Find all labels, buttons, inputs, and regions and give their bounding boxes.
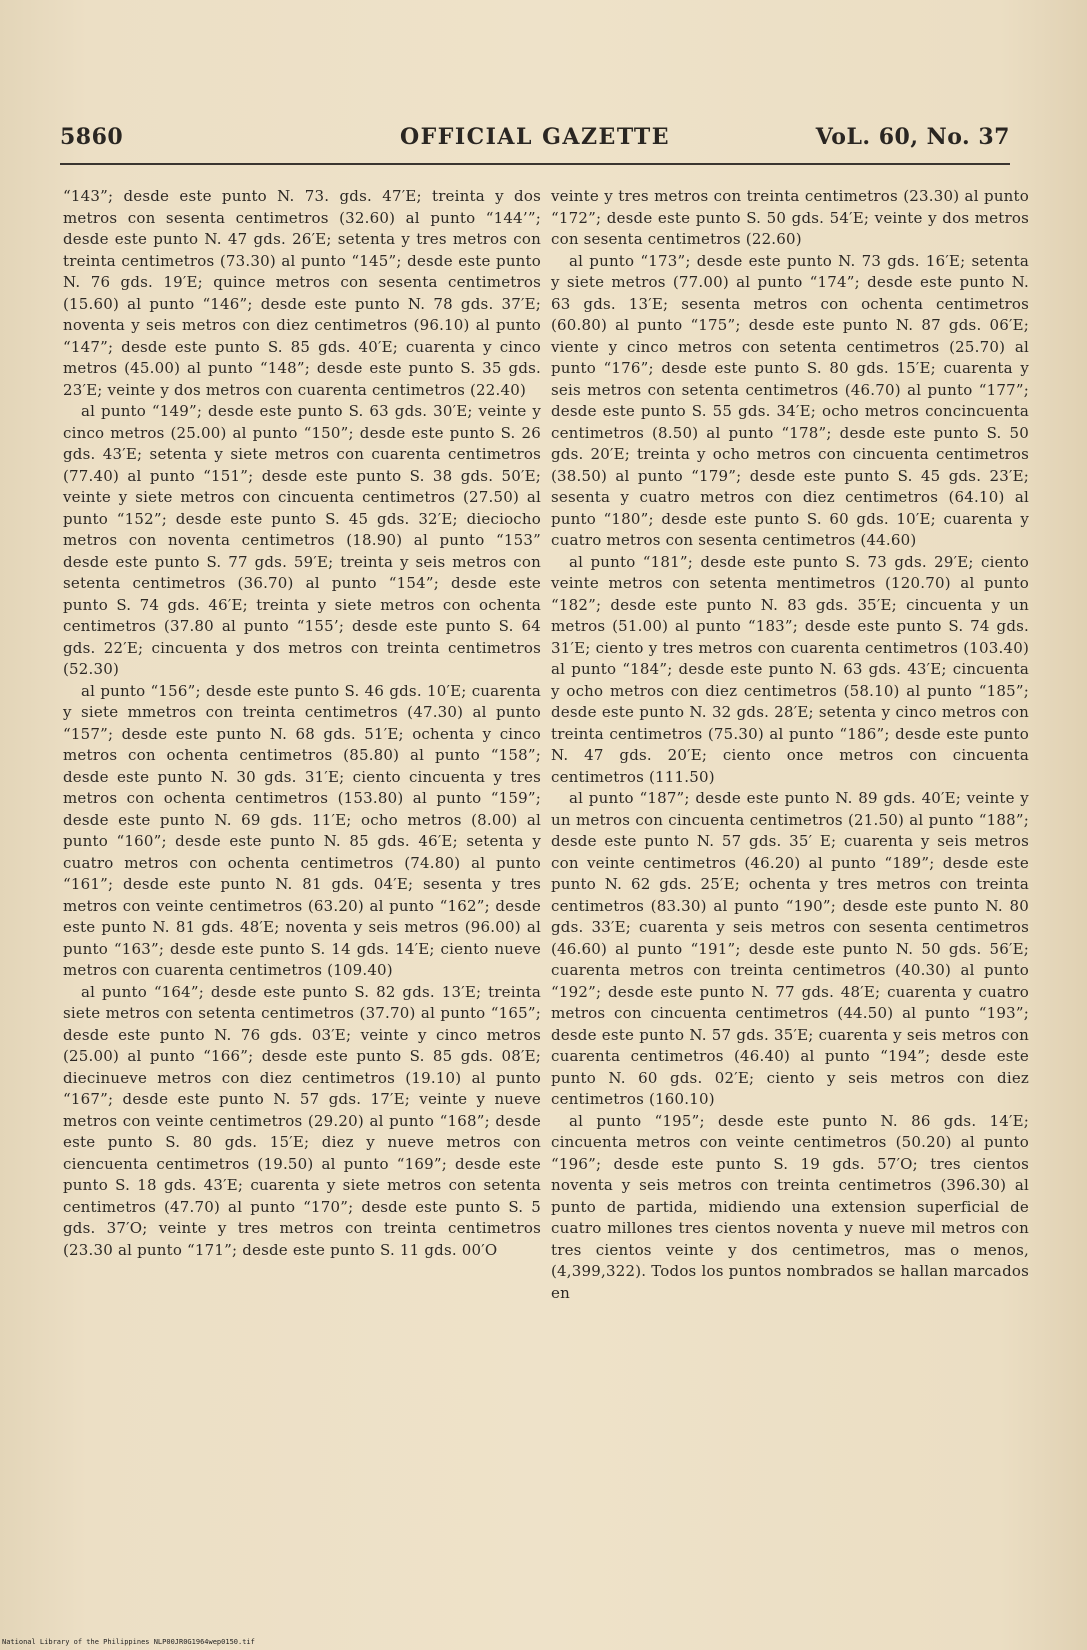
paragraph: al punto “173”; desde este punto N. 73 gds. 16′E; setenta y siete metros (77.00) al punto “174”; desde este punto N. 63 gds. 13′E; sesenta metros con ochenta centimetros (60.80) al punto “175”; desde este punto N. 87 gds. 06′E; viente y cinco metros con setenta centimetros (25.70) al punto “176”; desde este punto S. 80 gds. 15′E; cuarenta y seis metros con setenta centimetros (46.70) al punto “177”; desde este punto S. 55 gds. 34′E; ocho metros concincuenta centimetros (8.50) al punto “178”; desde este punto S. 50 gds. 20′E; treinta y ocho metros con cincuenta centimetros (38.50) al punto “179”; desde este punto S. 45 gds. 23′E; sesenta y cuatro metros con diez centimetros (64.10) al punto “180”; desde este punto S. 60 gds. 10′E; cuarenta y cuatro metros con sesenta centimetros (44.60) [551, 251, 1029, 549]
volume-number: VoL. 60, No. 37 [815, 124, 1010, 150]
paragraph: veinte y tres metros con treinta centimetros (23.30) al punto “172”; desde este punto S. 50 gds. 54′E; veinte y dos metros con sesenta centimetros (22.60) [551, 187, 1029, 248]
paragraph: al punto “164”; desde este punto S. 82 gds. 13′E; treinta siete metros con setenta centimetros (37.70) al punto “165”; desde este punto N. 76 gds. 03′E; veinte y cinco metros (25.00) al punto “166”; desde este punto S. 85 gds. 08′E; diecinueve metros con diez centimetros (19.10) al punto “167”; desde este punto N. 57 gds. 17′E; veinte y nueve metros con veinte centimetros (29.20) al punto “168”; desde este punto S. 80 gds. 15′E; diez y nueve metros con ciencuenta centimetros (19.50) al punto “169”; desde este punto S. 18 gds. 43′E; cuarenta y siete metros con setenta centimetros (47.70) al punto “170”; desde este punto S. 5 gds. 37′O; veinte y tres metros con treinta centimetros (23.30 al punto “171”; desde este punto S. 11 gds. 00′O [63, 982, 541, 1259]
right-column [551, 186, 1029, 1304]
paragraph: al punto “149”; desde este punto S. 63 gds. 30′E; veinte y cinco metros (25.00) al punto “150”; desde este punto S. 26 gds. 43′E; setenta y siete metros con cuarenta centimetros (77.40) al punto “151”; desde este punto S. 38 gds. 50′E; veinte y siete metros con cincuenta centimetros (27.50) al punto “152”; desde este punto S. 45 gds. 32′E; dieciocho metros con noventa centimetros (18.90) al punto “153” desde este punto S. 77 gds. 59′E; treinta y seis metros con setenta centimetros (36.70) al punto “154”; desde este punto S. 74 gds. 46′E; treinta y siete metros con ochenta centimetros (37.80 al punto “155’; desde este punto S. 64 gds. 22′E; cincuenta y dos metros con treinta centimetros (52.30) [63, 402, 541, 678]
page-header [60, 124, 1010, 164]
paragraph: al punto “181”; desde este punto S. 73 gds. 29′E; ciento veinte metros con setenta mentimetros (120.70) al punto “182”; desde este punto N. 83 gds. 35′E; cincuenta y un metros (51.00) al punto “183”; desde este punto S. 74 gds. 31′E; ciento y tres metros con cuarenta centimetros (103.40) al punto “184”; desde este punto N. 63 gds. 43′E; cincuenta y ocho metros con diez centimetros (58.10) al punto “185”; desde este punto N. 32 gds. 28′E; setenta y cinco metros con treinta centimetros (75.30) al punto “186”; desde este punto N. 47 gds. 20′E; ciento once metros con cincuenta centimetros (111.50) [551, 552, 1029, 786]
page-number: 5860 [60, 124, 124, 150]
left-column [63, 186, 541, 1261]
paragraph: al punto “195”; desde este punto N. 86 gds. 14′E; cincuenta metros con veinte centimetros (50.20) al punto “196”; desde este punto S. 19 gds. 57′O; tres cientos noventa y seis metros con treinta centimetros (396.30) al punto de partida, midiendo una extension superficial de cuatro millones tres cientos noventa y nueve mil metros con tres cientos veinte y dos centimetros, mas o menos, (4,399,322). Todos los puntos nombrados se hallan marcados en [551, 1111, 1029, 1302]
paragraph: al punto “187”; desde este punto N. 89 gds. 40′E; veinte y un metros con cincuenta centimetros (21.50) al punto “188”; desde este punto N. 57 gds. 35′ E; cuarenta y seis metros con veinte centimetros (46.20) al punto “189”; desde este punto N. 62 gds. 25′E; ochenta y tres metros con treinta centimetros (83.30) al punto “190”; desde este punto N. 80 gds. 33′E; cuarenta y seis metros con sesenta centimetros (46.60) al punto “191”; desde este punto N. 50 gds. 56′E; cuarenta metros con treinta centimetros (40.30) al punto “192”; desde este punto N. 77 gds. 48′E; cuarenta y cuatro metros con cincuenta centimetros (44.50) al punto “193”; desde este punto N. 57 gds. 35′E; cuarenta y seis metros con cuarenta centimetros (46.40) al punto “194”; desde este punto N. 60 gds. 02′E; ciento y seis metros con diez centimetros (160.10) [551, 789, 1029, 1108]
paragraph: “143”; desde este punto N. 73. gds. 47′E; treinta y dos metros con sesenta centimetros (32.60) al punto “144’”; desde este punto N. 47 gds. 26′E; setenta y tres metros con treinta centimetros (73.30) al punto “145”; desde este punto N. 76 gds. 19′E; quince metros con sesenta centimetros (15.60) al punto “146”; desde este punto N. 78 gds. 37′E; noventa y seis metros con diez centimetros (96.10) al punto “147”; desde este punto S. 85 gds. 40′E; cuarenta y cinco metros (45.00) al punto “148”; desde este punto S. 35 gds. 23′E; veinte y dos metros con cuarenta centimetros (22.40) [63, 187, 541, 399]
scan-footer-label: National Library of the Philippines NLP00JR0G1964wep0150.tif [2, 1638, 255, 1646]
publication-title: OFFICIAL GAZETTE [399, 124, 671, 150]
paragraph: al punto “156”; desde este punto S. 46 gds. 10′E; cuarenta y siete mmetros con treinta centimetros (47.30) al punto “157”; desde este punto N. 68 gds. 51′E; ochenta y cinco metros con ochenta centimetros (85.80) al punto “158”; desde este punto N. 30 gds. 31′E; ciento cincuenta y tres metros con ochenta centimetros (153.80) al punto “159”; desde este punto N. 69 gds. 11′E; ocho metros (8.00) al punto “160”; desde este punto N. 85 gds. 46′E; setenta y cuatro metros con ochenta centimetros (74.80) al punto “161”; desde este punto N. 81 gds. 04′E; sesenta y tres metros con veinte centimetros (63.20) al punto “162”; desde este punto N. 81 gds. 48′E; noventa y seis metros (96.00) al punto “163”; desde este punto S. 14 gds. 14′E; ciento nueve metros con cuarenta centimetros (109.40) [63, 681, 541, 979]
header-rule [60, 163, 1010, 165]
